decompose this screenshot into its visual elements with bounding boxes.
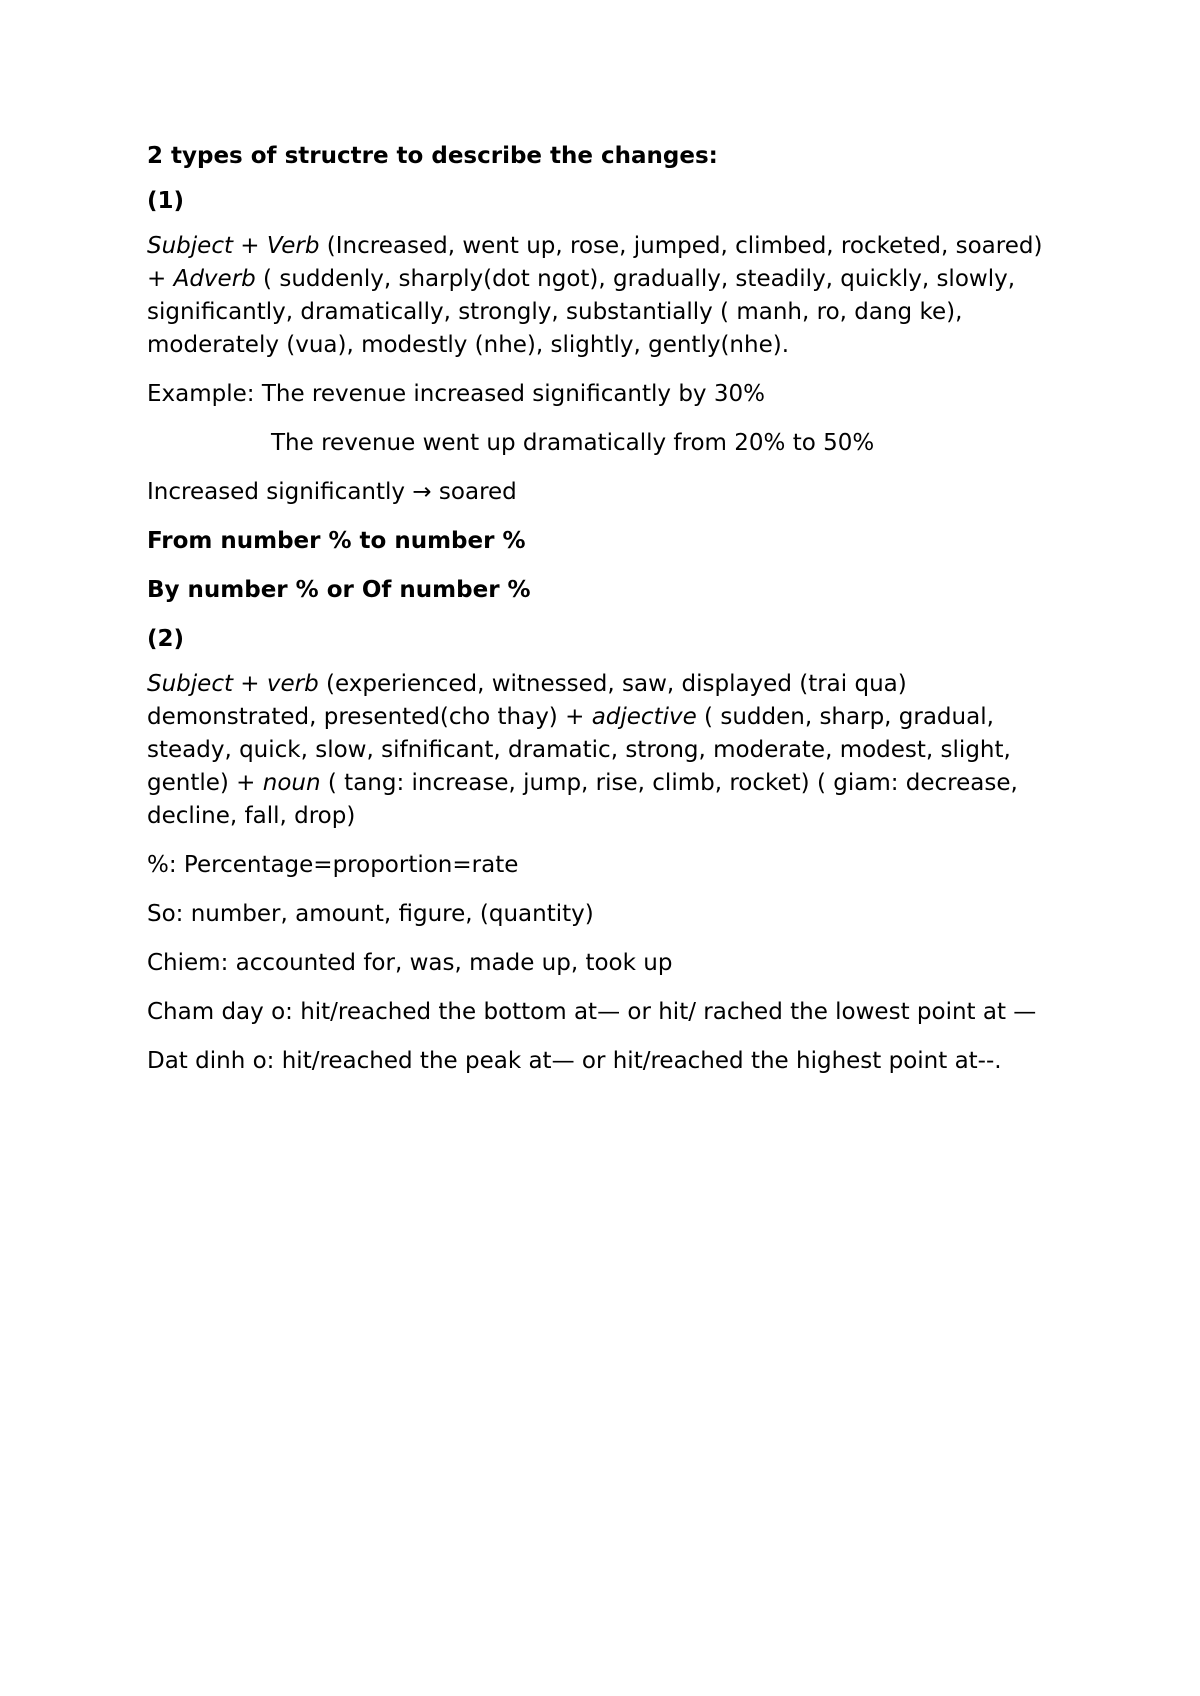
- section-1-label: (1): [147, 188, 185, 214]
- noun-term: noun: [262, 770, 321, 796]
- verb-list: (experienced, witnessed, saw, displayed (trai qua) demonstrated, presented(cho thay): [147, 671, 907, 730]
- verb-term: verb: [266, 671, 319, 697]
- vocab-number: So: number, amount, figure, (quantity): [147, 901, 594, 927]
- example-sentence-2: The revenue went up dramatically from 20% to 50%: [271, 430, 875, 456]
- adverb-list: ( suddenly, sharply(dot ngot), gradually, steadily, quickly, slowly, significantly, dramatically, strongly, substantially ( manh, ro, dang ke), moderately (vua), modestly (nhe), slightly, gently(nhe).: [147, 266, 1016, 358]
- arrow-right-icon: →: [412, 479, 432, 505]
- plus-sign: +: [232, 233, 267, 259]
- synonym-right: soared: [431, 479, 517, 505]
- section-1-structure: [147, 230, 1067, 362]
- adverb-term: Adverb: [173, 266, 256, 292]
- subject-term: Subject: [147, 233, 233, 259]
- section-2-label: (2): [147, 626, 185, 652]
- plus-sign: +: [147, 266, 174, 292]
- plus-sign: +: [232, 671, 267, 697]
- section-2-structure: [147, 668, 1067, 833]
- vocab-peak: Dat dinh o: hit/reached the peak at— or hit/reached the highest point at--.: [147, 1048, 1002, 1074]
- document-heading: 2 types of structre to describe the changes:: [147, 143, 718, 169]
- plus-sign: +: [228, 770, 263, 796]
- subject-term: Subject: [147, 671, 233, 697]
- verb-list: (Increased, went up, rose, jumped, climbed, rocketed, soared): [319, 233, 1043, 259]
- adjective-list: ( sudden, sharp, gradual, steady, quick, slow, sifnificant, dramatic, strong, moderate, modest, slight, gentle): [147, 704, 1011, 796]
- example-sentence-1: Example: The revenue increased significantly by 30%: [147, 381, 765, 407]
- plus-sign: +: [557, 704, 592, 730]
- noun-list: ( tang: increase, jump, rise, climb, rocket) ( giam: decrease, decline, fall, drop): [147, 770, 1018, 829]
- pattern-by-of: By number % or Of number %: [147, 577, 531, 603]
- synonym-line: [147, 476, 1067, 509]
- synonym-left: Increased significantly: [147, 479, 413, 505]
- vocab-bottom: Cham day o: hit/reached the bottom at— or hit/ rached the lowest point at —: [147, 999, 1037, 1025]
- adjective-term: adjective: [591, 704, 697, 730]
- vocab-percentage: %: Percentage=proportion=rate: [147, 852, 519, 878]
- document-page: [147, 140, 1067, 1094]
- vocab-account: Chiem: accounted for, was, made up, took up: [147, 950, 673, 976]
- pattern-from-to: From number % to number %: [147, 528, 526, 554]
- verb-term: Verb: [266, 233, 320, 259]
